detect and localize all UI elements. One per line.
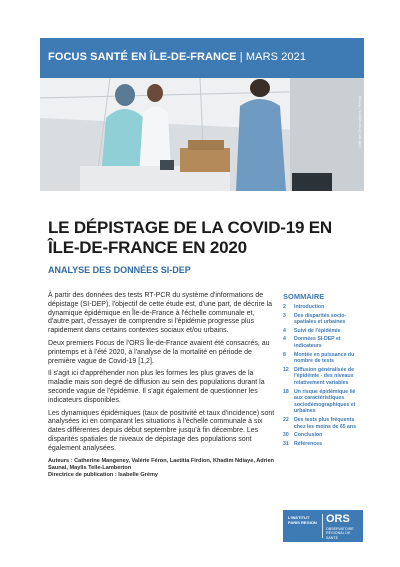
paragraph: Il s'agit ici d'appréhender non plus les formes les plus graves de la maladie mais son degré de diffusion au sein des populations durant la seconde vague de l'épidémie. Il s'agit également de questionner les indicateurs disponibles. [48, 370, 265, 404]
intro-text [48, 292, 275, 479]
publication-director: Directrice de publication : Isabelle Grémy [48, 471, 159, 478]
toc-item[interactable] [283, 417, 363, 430]
series-name: FOCUS SANTÉ EN ÎLE-DE-FRANCE [48, 51, 237, 63]
paragraph: Deux premiers Focus de l'ORS Île-de-France avaient été consacrés, au printemps et à l'été 2020, à l'analyse de la mortalité en période de première vague de Covid-19 [1,2]. [48, 339, 270, 365]
toc-item[interactable] [283, 328, 363, 335]
header-separator: | [239, 51, 243, 63]
logo-divider [322, 514, 323, 538]
header-title [48, 51, 306, 63]
toc-label: Suivi de l'épidémie [294, 327, 341, 334]
issue-date: MARS 2021 [245, 51, 307, 63]
table-of-contents [283, 292, 363, 449]
ors-logo-text: ORS [326, 513, 350, 525]
page-title [48, 218, 348, 258]
toc-item[interactable] [283, 389, 363, 415]
toc-label: Introduction [294, 304, 325, 310]
testing-site-illustration [40, 78, 364, 191]
toc-item[interactable] [283, 367, 363, 387]
toc-page-number: 31 [283, 440, 289, 447]
toc-title: SOMMAIRE [283, 292, 325, 301]
cover-photo [40, 78, 364, 191]
toc-item[interactable] [283, 336, 363, 349]
toc-page-number: 22 [283, 416, 289, 423]
toc-label: Diffusion généralisée de l'épidémie - des niveaux relativement variables [294, 366, 354, 386]
toc-label: Des disparités socio-spatiales et urbaines [294, 312, 347, 326]
toc-page-number: 4 [283, 327, 286, 334]
toc-page-number: 4 [283, 336, 286, 343]
authors-credit: Auteurs : Catherine Mangeney, Valérie Féron, Laetitia Firdion, Khadim Ndiaye, Adrien Saunal, Maylis Telle-Lamberton [48, 457, 274, 471]
title-line-2: ÎLE-DE-FRANCE EN 2020 [48, 238, 247, 257]
title-line-1: LE DÉPISTAGE DE LA COVID-19 EN [48, 218, 332, 237]
toc-label: Références [294, 440, 322, 447]
toc-item[interactable] [283, 352, 363, 365]
toc-label: Conclusion [294, 432, 323, 439]
toc-page-number: 12 [283, 366, 289, 373]
toc-item[interactable] [283, 304, 363, 311]
toc-page-number: 30 [283, 432, 289, 439]
paragraph: À partir des données des tests RT-PCR du système d'informations de dépistage (SI-DEP), l'objectif de cette étude est, d'une part, de décrire la dynamique épidémique en Île-de-France à l'échelle communale et, d'autre part, d'essayer de comprendre si l'épidémie progresse plus rapidement dans certains contextes sociaux et/ou urbains. [48, 292, 273, 335]
toc-page-number: 8 [283, 351, 286, 358]
toc-label: Un risque épidémique lié aux caractéristiques sociodémographiques et urbaines [294, 388, 356, 415]
toc-page-number: 18 [283, 388, 289, 395]
toc-item[interactable] [283, 432, 363, 439]
toc-page-number: 2 [283, 304, 286, 310]
toc-page-number: 3 [283, 312, 286, 319]
toc-label: Données SI-DEP et indicateurs [294, 336, 341, 349]
toc-label: Montée en puissance du nombre de tests [294, 351, 355, 365]
toc-item[interactable] [283, 313, 363, 326]
toc-item[interactable] [283, 441, 363, 448]
toc-label: Des tests plus fréquents chez les moins de 65 ans [294, 416, 356, 430]
paragraph: Les dynamiques épidémiques (taux de positivité et taux d'incidence) sont analysées ici en comparant les situations à l'échelle communale à six dates différentes depuis début septembre jusqu'à fin décembre. Les disparités spatiales de niveaux de dépistage des populations sont également analysées. [48, 409, 275, 452]
photo-credit: Ville de Gennevilliers / Fréval [357, 96, 362, 148]
ors-full-name: OBSERVATOIRE RÉGIONAL DE SANTÉ [326, 527, 354, 540]
page-subtitle: ANALYSE DES DONNÉES SI-DEP [48, 265, 191, 275]
institut-paris-region-logo-text: L'INSTITUT PARIS REGION [288, 515, 317, 525]
